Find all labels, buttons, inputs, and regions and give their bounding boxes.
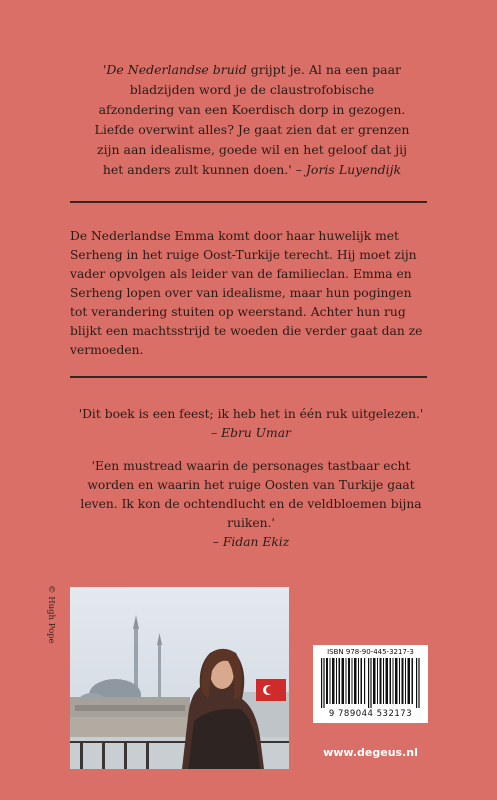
author-photo [70, 587, 289, 769]
review-quote [70, 405, 432, 443]
review-quote [70, 457, 432, 552]
photo-credit: © Hugh Pope [46, 585, 56, 644]
barcode-icon [321, 658, 420, 708]
top-quote-author: Joris Luyendijk [305, 162, 402, 177]
author-photo-image [70, 587, 289, 769]
review-quote-author: – Ebru Umar [211, 426, 291, 440]
publisher-website: www.degeus.nl [323, 746, 418, 759]
review-quotes [70, 405, 432, 566]
isbn-digits: 9 789044 532173 [328, 709, 413, 719]
isbn-label: ISBN 978-90-445-3217-3 [327, 648, 414, 656]
divider-top [70, 201, 427, 203]
review-quote-text: 'Dit boek is een feest; ik heb het in één ruk uitgelezen.' [78, 407, 424, 421]
synopsis: De Nederlandse Emma komt door haar huwelijk met Serheng in het ruige Oost-Turkije terecht. Hij moet zijn vader opvolgen als leider van de familieclan. Emma en Serheng lopen over van idealisme, maar hun pogingen tot verandering stuiten op weerstand. Achter hun rug blijkt een machtsstrijd te woeden die verder gaat dan ze vermoeden. [70, 229, 423, 357]
review-quote-author: – Fidan Ekiz [212, 535, 290, 549]
top-quote: 'De Nederlandse bruid grijpt je. Al na een paar bladzijden word je de claustrofobische afzondering van een Koerdisch dorp in gezogen. Liefde overwint alles? Je gaat zien dat er grenzen zijn aan idealisme, goede wil en het geloof dat jij het anders zult kunnen doen.' – Joris Luyendijk [94, 62, 410, 177]
divider-bottom [70, 376, 427, 378]
review-quote-text: 'Een mustread waarin de personages tastbaar echt worden en waarin het ruige Oosten van Turkije gaat leven. Ik kon de ochtendlucht en de veldbloemen bijna ruiken.' [80, 459, 422, 530]
top-quote-text: grijpt je. Al na een paar bladzijden word je de claustrofobische afzondering van een Koerdisch dorp in gezogen. Liefde overwint alles? Je gaat zien dat er grenzen zijn aan idealisme, goede wil en het geloof dat jij het anders zult kunnen doen.' – [94, 62, 410, 177]
book-title: De Nederlandse bruid [106, 62, 247, 77]
barcode-box [313, 645, 428, 723]
